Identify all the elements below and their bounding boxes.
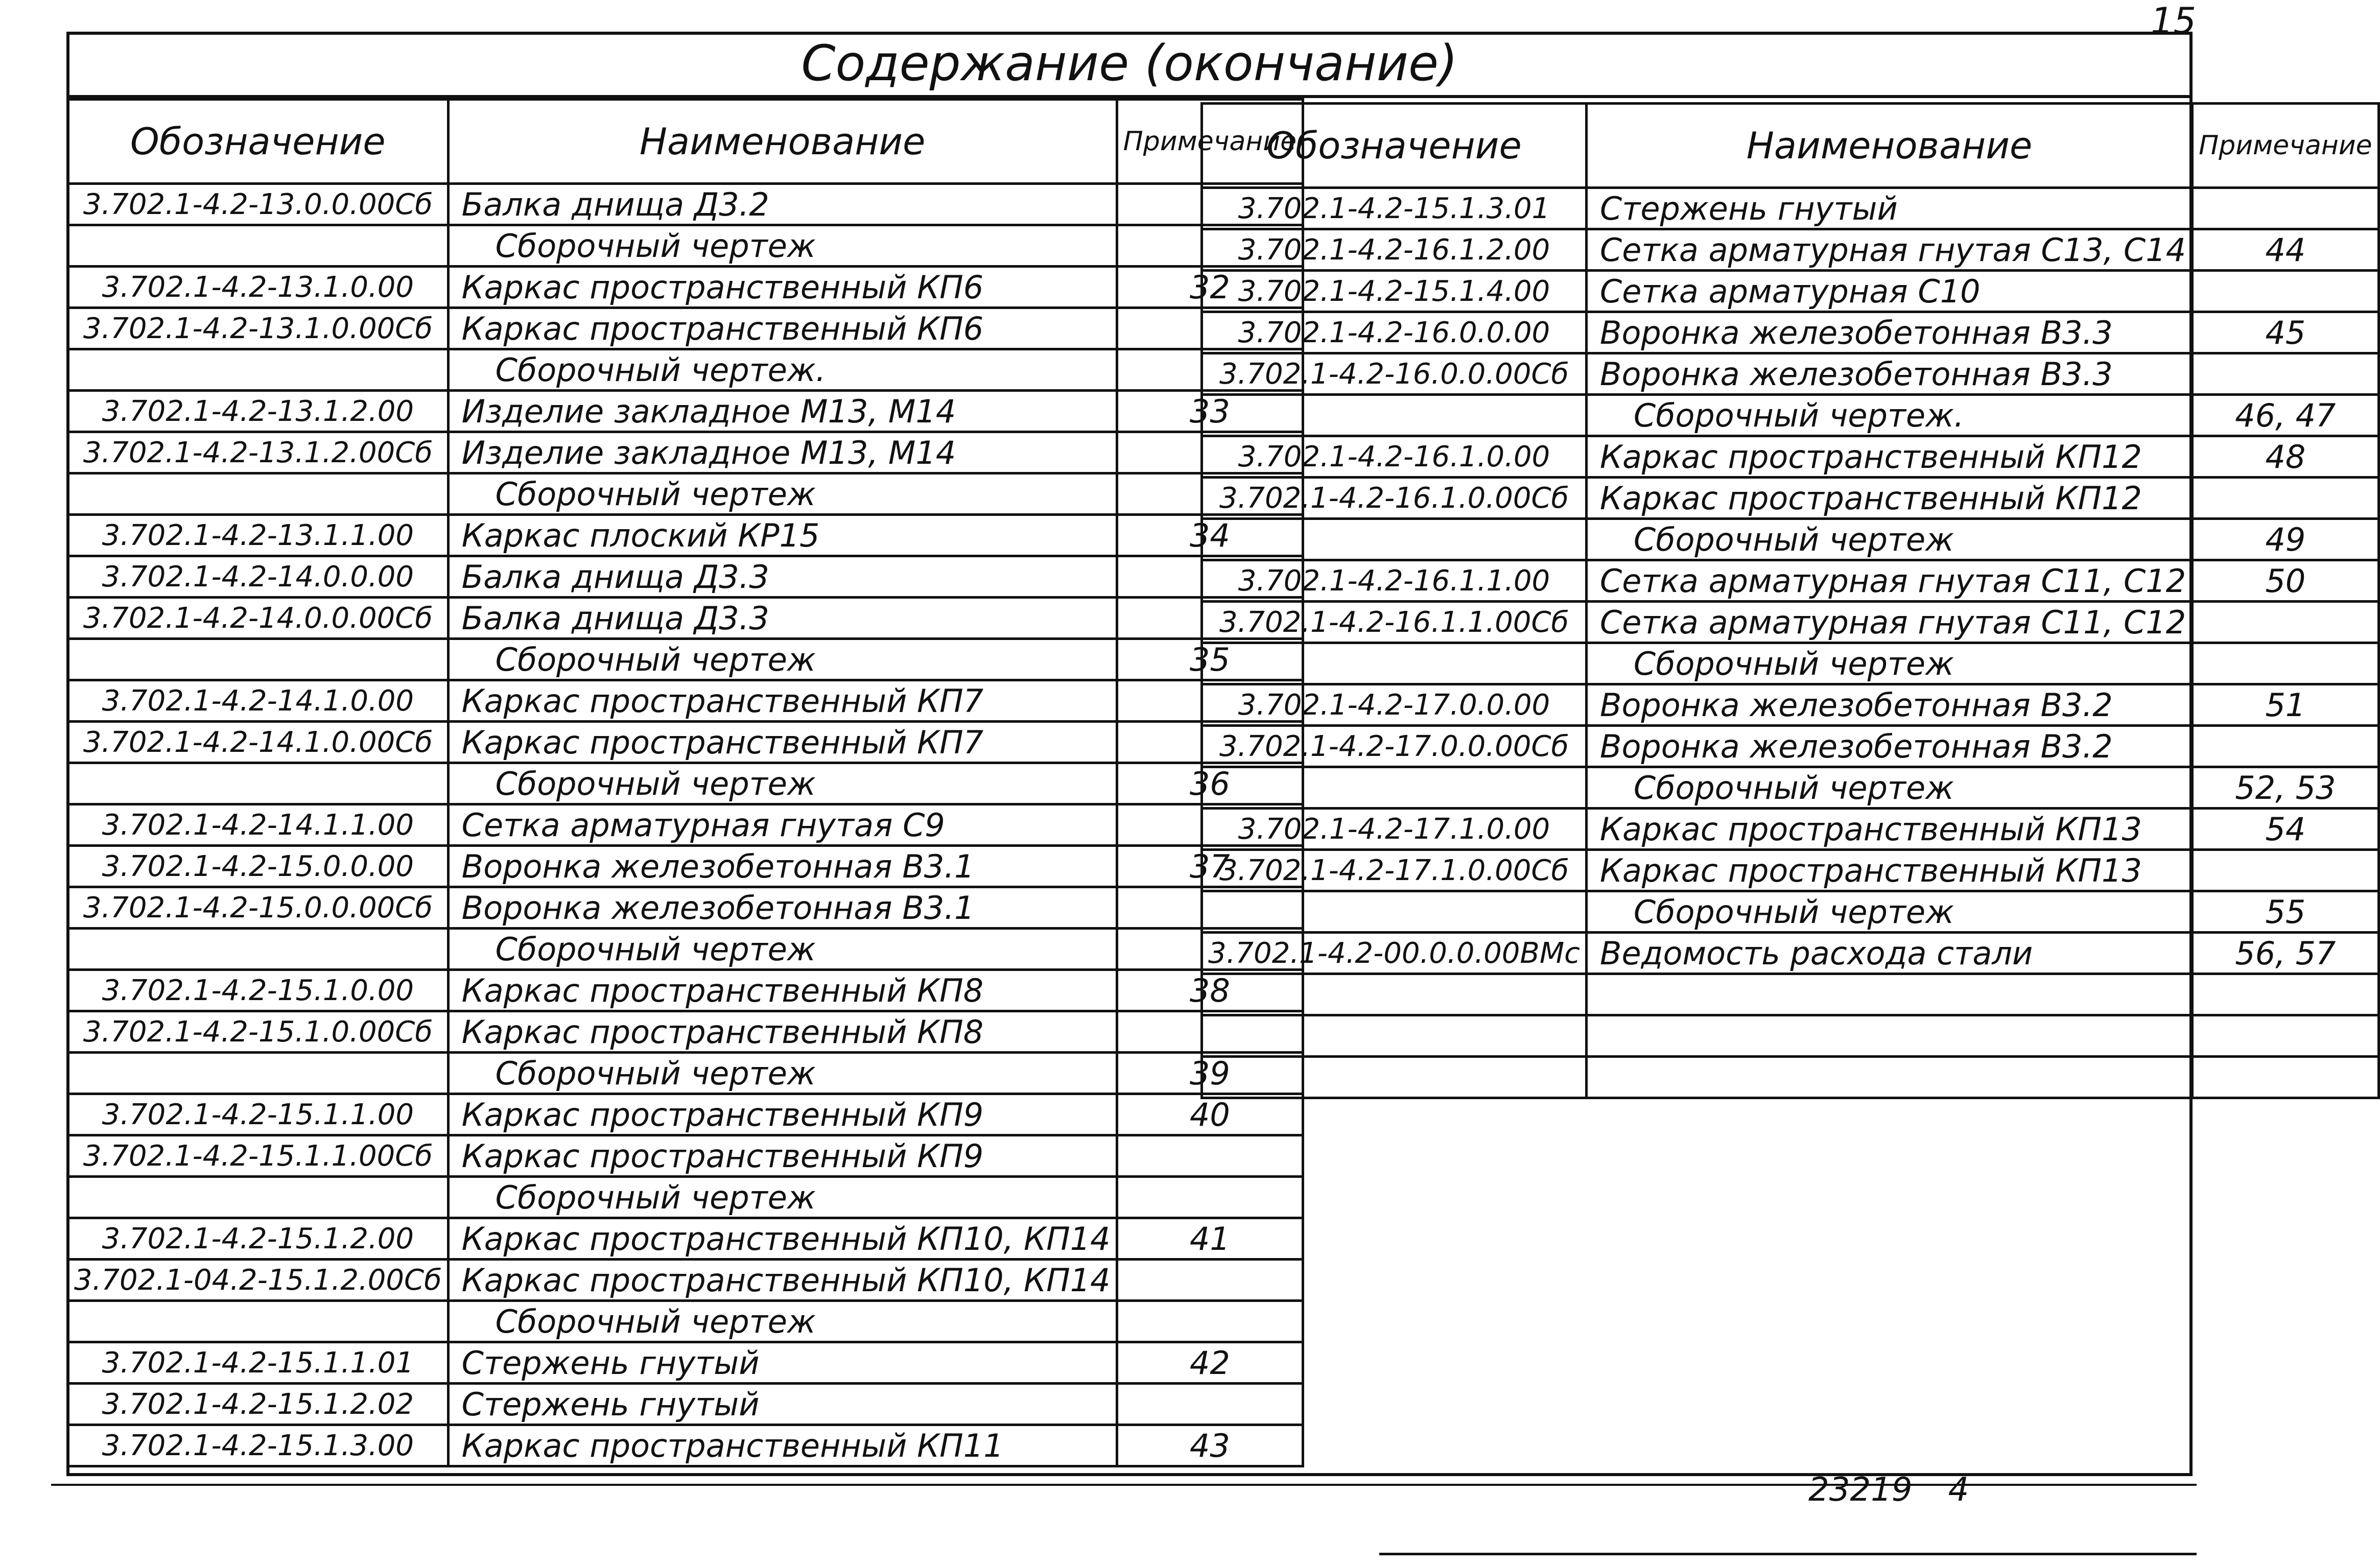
name-cell: Сетка арматурная гнутая С13, С14 — [1586, 229, 2192, 271]
table-row — [68, 432, 1303, 473]
code-cell: 3.702.1-4.2-15.1.3.01 — [1202, 188, 1587, 229]
code-cell — [68, 473, 449, 515]
table-row — [68, 184, 1303, 225]
name-cell: Сборочный чертеж. — [448, 349, 1117, 391]
name-cell: Воронка железобетонная В3.1 — [448, 887, 1117, 929]
table-row — [68, 1425, 1303, 1466]
name-cell: Сборочный чертеж — [1586, 767, 2192, 809]
note-cell: 49 — [2193, 519, 2379, 560]
note-cell — [2193, 602, 2379, 643]
note-cell: 34 — [1117, 515, 1303, 556]
note-cell — [2193, 850, 2379, 891]
code-cell: 3.702.1-4.2-15.1.2.00 — [68, 1218, 449, 1260]
table-header-row — [68, 100, 1303, 184]
name-cell: Каркас пространственный КП13 — [1586, 809, 2192, 850]
note-cell: 33 — [1117, 391, 1303, 432]
table-row — [68, 308, 1303, 349]
name-cell: Каркас пространственный КП6 — [448, 308, 1117, 349]
stamp-sheet: 4 — [1948, 1471, 1969, 1509]
note-cell — [1117, 1177, 1303, 1218]
name-cell: Сборочный чертеж — [448, 1177, 1117, 1218]
code-cell: 3.702.1-4.2-15.0.0.00Сб — [68, 887, 449, 929]
table-row — [1202, 974, 2379, 1015]
table-row — [68, 515, 1303, 556]
code-cell: 3.702.1-4.2-17.1.0.00Сб — [1202, 850, 1587, 891]
code-cell: 3.702.1-4.2-14.0.0.00 — [68, 556, 449, 598]
column-header-name: Наименование — [448, 100, 1117, 184]
code-cell: 3.702.1-4.2-14.0.0.00Сб — [68, 598, 449, 639]
table-row — [1202, 1015, 2379, 1057]
note-cell: 55 — [2193, 891, 2379, 933]
code-cell — [1202, 974, 1587, 1015]
code-cell: 3.702.1-4.2-15.1.1.01 — [68, 1342, 449, 1384]
code-cell: 3.702.1-4.2-13.1.2.00Сб — [68, 432, 449, 473]
name-cell: Каркас пространственный КП10, КП14 — [448, 1218, 1117, 1260]
name-cell: Балка днища Д3.2 — [448, 184, 1117, 225]
code-cell: 3.702.1-4.2-13.1.0.00 — [68, 267, 449, 308]
table-row — [1202, 353, 2379, 395]
name-cell: Стержень гнутый — [1586, 188, 2192, 229]
code-cell — [68, 1177, 449, 1218]
code-cell: 3.702.1-4.2-13.0.0.00Сб — [68, 184, 449, 225]
table-row — [1202, 395, 2379, 436]
table-row — [1202, 1057, 2379, 1098]
code-cell — [68, 929, 449, 970]
page-number: 15 — [2151, 0, 2197, 42]
note-cell — [2193, 726, 2379, 767]
name-cell: Сборочный чертеж — [448, 763, 1117, 804]
note-cell — [2193, 1015, 2379, 1057]
code-cell: 3.702.1-4.2-00.0.0.00ВМс — [1202, 933, 1587, 974]
name-cell: Сборочный чертеж — [448, 1053, 1117, 1094]
name-cell: Воронка железобетонная В3.1 — [448, 846, 1117, 887]
name-cell: Ведомость расхода стали — [1586, 933, 2192, 974]
code-cell — [1202, 395, 1587, 436]
note-cell: 46, 47 — [2193, 395, 2379, 436]
bottom-rule-secondary — [1379, 1553, 2197, 1555]
table-row — [68, 1135, 1303, 1177]
table-row — [68, 267, 1303, 308]
code-cell: 3.702.1-4.2-13.1.2.00 — [68, 391, 449, 432]
name-cell — [1586, 974, 2192, 1015]
name-cell: Сборочный чертеж — [1586, 891, 2192, 933]
name-cell: Сетка арматурная С10 — [1586, 271, 2192, 312]
table-row — [68, 929, 1303, 970]
code-cell: 3.702.1-4.2-15.1.0.00 — [68, 970, 449, 1011]
code-cell: 3.702.1-4.2-17.0.0.00Сб — [1202, 726, 1587, 767]
page-title: Содержание (окончание) — [66, 32, 2193, 98]
name-cell: Изделие закладное М13, М14 — [448, 432, 1117, 473]
note-cell: 42 — [1117, 1342, 1303, 1384]
table-row — [68, 846, 1303, 887]
table-row — [68, 1011, 1303, 1053]
table-row — [1202, 933, 2379, 974]
note-cell: 51 — [2193, 684, 2379, 726]
code-cell: 3.702.1-4.2-15.0.0.00 — [68, 846, 449, 887]
code-cell: 3.702.1-4.2-17.1.0.00 — [1202, 809, 1587, 850]
name-cell: Сборочный чертеж — [448, 929, 1117, 970]
code-cell: 3.702.1-4.2-14.1.1.00 — [68, 804, 449, 846]
name-cell — [1586, 1015, 2192, 1057]
note-cell — [2193, 643, 2379, 684]
code-cell: 3.702.1-4.2-13.1.0.00Сб — [68, 308, 449, 349]
note-cell: 54 — [2193, 809, 2379, 850]
table-row — [1202, 643, 2379, 684]
table-row — [68, 1177, 1303, 1218]
table-row — [68, 556, 1303, 598]
name-cell: Сборочный чертеж — [448, 473, 1117, 515]
table-row — [1202, 850, 2379, 891]
table-row — [1202, 312, 2379, 353]
table-row — [1202, 767, 2379, 809]
note-cell — [1117, 1135, 1303, 1177]
code-cell: 3.702.1-4.2-15.1.1.00Сб — [68, 1135, 449, 1177]
note-cell: 44 — [2193, 229, 2379, 271]
note-cell — [2193, 271, 2379, 312]
name-cell: Воронка железобетонная В3.3 — [1586, 353, 2192, 395]
code-cell — [1202, 1057, 1587, 1098]
note-cell: 45 — [2193, 312, 2379, 353]
name-cell: Каркас пространственный КП7 — [448, 722, 1117, 763]
table-row — [68, 1053, 1303, 1094]
column-header-code: Обозначение — [1202, 104, 1587, 188]
table-row — [68, 804, 1303, 846]
name-cell: Каркас пространственный КП6 — [448, 267, 1117, 308]
name-cell: Сборочный чертеж — [448, 225, 1117, 267]
table-row — [68, 598, 1303, 639]
name-cell: Изделие закладное М13, М14 — [448, 391, 1117, 432]
column-header-note: Примечание — [1117, 100, 1303, 184]
code-cell: 3.702.1-4.2-16.1.0.00 — [1202, 436, 1587, 478]
code-cell: 3.702.1-4.2-15.1.1.00 — [68, 1094, 449, 1135]
table-row — [68, 473, 1303, 515]
name-cell: Каркас пространственный КП11 — [448, 1425, 1117, 1466]
stamp-number: 23219 — [1808, 1471, 1913, 1509]
code-cell: 3.702.1-4.2-15.1.2.02 — [68, 1384, 449, 1425]
name-cell: Воронка железобетонная В3.2 — [1586, 726, 2192, 767]
code-cell: 3.702.1-4.2-14.1.0.00Сб — [68, 722, 449, 763]
code-cell: 3.702.1-4.2-15.1.4.00 — [1202, 271, 1587, 312]
note-cell — [2193, 1057, 2379, 1098]
note-cell: 43 — [1117, 1425, 1303, 1466]
note-cell — [1117, 1301, 1303, 1342]
name-cell: Стержень гнутый — [448, 1384, 1117, 1425]
table-header-row — [1202, 104, 2379, 188]
code-cell: 3.702.1-4.2-16.1.1.00 — [1202, 560, 1587, 602]
note-cell — [2193, 188, 2379, 229]
name-cell: Каркас пространственный КП8 — [448, 1011, 1117, 1053]
table-row — [68, 680, 1303, 722]
code-cell: 3.702.1-4.2-16.0.0.00Сб — [1202, 353, 1587, 395]
table-row — [68, 225, 1303, 267]
note-cell: 48 — [2193, 436, 2379, 478]
column-header-note: Примечание — [2193, 104, 2379, 188]
table-row — [68, 391, 1303, 432]
table-row — [68, 970, 1303, 1011]
table-row — [68, 1218, 1303, 1260]
code-cell: 3.702.1-4.2-15.1.3.00 — [68, 1425, 449, 1466]
note-cell — [2193, 974, 2379, 1015]
name-cell: Каркас пространственный КП10, КП14 — [448, 1260, 1117, 1301]
table-row — [1202, 229, 2379, 271]
code-cell: 3.702.1-04.2-15.1.2.00Сб — [68, 1260, 449, 1301]
table-row — [1202, 560, 2379, 602]
code-cell — [1202, 767, 1587, 809]
note-cell — [2193, 353, 2379, 395]
note-cell: 37 — [1117, 846, 1303, 887]
name-cell: Сборочный чертеж — [1586, 519, 2192, 560]
table-row — [68, 722, 1303, 763]
name-cell — [1586, 1057, 2192, 1098]
table-row — [1202, 436, 2379, 478]
table-row — [68, 1094, 1303, 1135]
code-cell — [68, 1301, 449, 1342]
note-cell: 38 — [1117, 970, 1303, 1011]
note-cell: 56, 57 — [2193, 933, 2379, 974]
contents-table-left — [66, 98, 1304, 1467]
code-cell — [68, 225, 449, 267]
name-cell: Каркас пространственный КП9 — [448, 1094, 1117, 1135]
code-cell — [68, 1053, 449, 1094]
name-cell: Сборочный чертеж — [1586, 643, 2192, 684]
table-row — [68, 1342, 1303, 1384]
table-row — [68, 1301, 1303, 1342]
code-cell: 3.702.1-4.2-16.1.0.00Сб — [1202, 478, 1587, 519]
table-row — [68, 1384, 1303, 1425]
name-cell: Каркас пространственный КП9 — [448, 1135, 1117, 1177]
table-row — [1202, 726, 2379, 767]
code-cell — [1202, 643, 1587, 684]
code-cell — [1202, 891, 1587, 933]
name-cell: Каркас пространственный КП13 — [1586, 850, 2192, 891]
name-cell: Каркас пространственный КП12 — [1586, 436, 2192, 478]
code-cell — [68, 349, 449, 391]
code-cell: 3.702.1-4.2-16.1.1.00Сб — [1202, 602, 1587, 643]
code-cell — [1202, 1015, 1587, 1057]
table-row — [68, 763, 1303, 804]
code-cell: 3.702.1-4.2-13.1.1.00 — [68, 515, 449, 556]
note-cell: 35 — [1117, 639, 1303, 680]
table-row — [1202, 188, 2379, 229]
table-row — [1202, 478, 2379, 519]
note-cell: 50 — [2193, 560, 2379, 602]
code-cell — [68, 639, 449, 680]
name-cell: Сборочный чертеж — [448, 1301, 1117, 1342]
name-cell: Стержень гнутый — [448, 1342, 1117, 1384]
note-cell — [1117, 1260, 1303, 1301]
name-cell: Сетка арматурная гнутая С11, С12 — [1586, 560, 2192, 602]
table-row — [1202, 271, 2379, 312]
name-cell: Каркас пространственный КП12 — [1586, 478, 2192, 519]
code-cell — [1202, 519, 1587, 560]
note-cell: 40 — [1117, 1094, 1303, 1135]
column-header-code: Обозначение — [68, 100, 449, 184]
note-cell — [1117, 1384, 1303, 1425]
table-row — [1202, 809, 2379, 850]
name-cell: Каркас пространственный КП8 — [448, 970, 1117, 1011]
name-cell: Воронка железобетонная В3.3 — [1586, 312, 2192, 353]
name-cell: Сборочный чертеж. — [1586, 395, 2192, 436]
table-row — [1202, 602, 2379, 643]
name-cell: Воронка железобетонная В3.2 — [1586, 684, 2192, 726]
table-row — [68, 1260, 1303, 1301]
table-row — [68, 639, 1303, 680]
name-cell: Сборочный чертеж — [448, 639, 1117, 680]
archive-stamp — [1808, 1471, 1969, 1509]
code-cell: 3.702.1-4.2-14.1.0.00 — [68, 680, 449, 722]
name-cell: Каркас пространственный КП7 — [448, 680, 1117, 722]
name-cell: Каркас плоский КР15 — [448, 515, 1117, 556]
column-header-name: Наименование — [1586, 104, 2192, 188]
note-cell: 41 — [1117, 1218, 1303, 1260]
table-row — [1202, 891, 2379, 933]
name-cell: Сетка арматурная гнутая С9 — [448, 804, 1117, 846]
name-cell: Балка днища Д3.3 — [448, 556, 1117, 598]
note-cell: 32 — [1117, 267, 1303, 308]
note-cell: 52, 53 — [2193, 767, 2379, 809]
code-cell: 3.702.1-4.2-16.1.2.00 — [1202, 229, 1587, 271]
code-cell: 3.702.1-4.2-17.0.0.00 — [1202, 684, 1587, 726]
code-cell — [68, 763, 449, 804]
code-cell: 3.702.1-4.2-15.1.0.00Сб — [68, 1011, 449, 1053]
table-row — [68, 887, 1303, 929]
note-cell: 39 — [1117, 1053, 1303, 1094]
note-cell — [2193, 478, 2379, 519]
note-cell: 36 — [1117, 763, 1303, 804]
table-row — [68, 349, 1303, 391]
name-cell: Сетка арматурная гнутая С11, С12 — [1586, 602, 2192, 643]
name-cell: Балка днища Д3.3 — [448, 598, 1117, 639]
code-cell: 3.702.1-4.2-16.0.0.00 — [1202, 312, 1587, 353]
table-row — [1202, 519, 2379, 560]
table-row — [1202, 684, 2379, 726]
contents-table-right — [1200, 102, 2380, 1099]
